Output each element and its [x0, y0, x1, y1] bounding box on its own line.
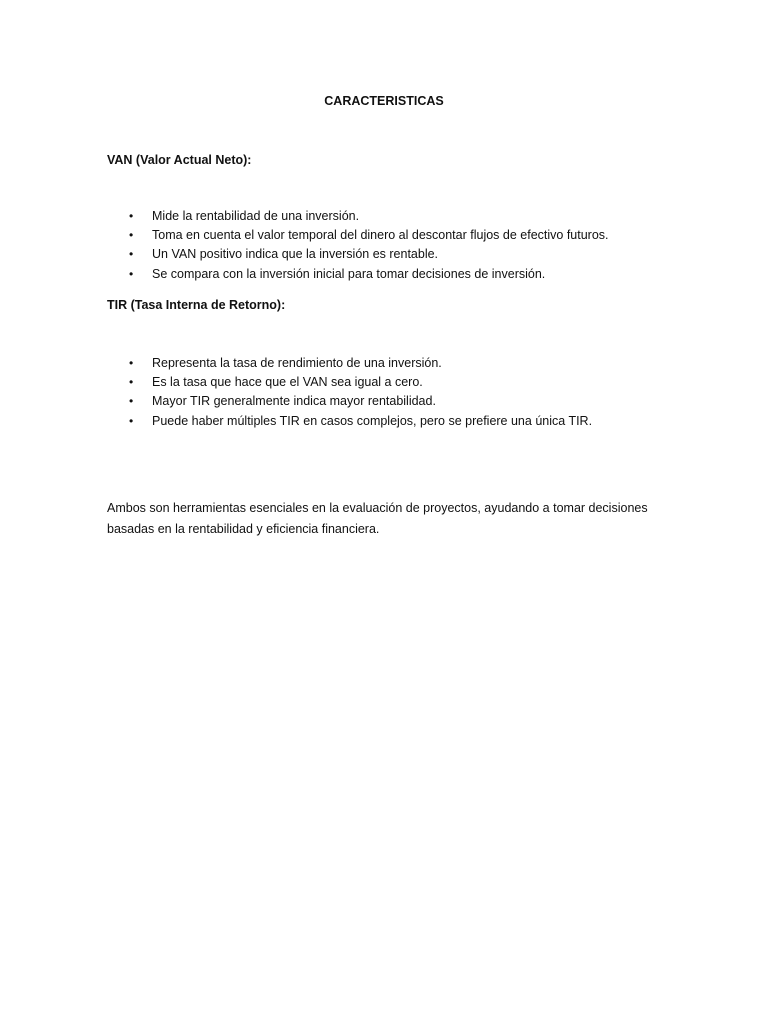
list-item [128, 373, 728, 392]
bullet-icon: • [129, 247, 134, 262]
bullet-list-tir [128, 354, 728, 431]
list-item [128, 354, 728, 373]
list-item-text: Mide la rentabilidad de una inversión. [152, 209, 360, 223]
page-title: CARACTERISTICAS [324, 94, 444, 108]
list-item [128, 207, 728, 226]
list-item [128, 412, 728, 431]
list-item [128, 392, 728, 411]
closing-paragraph: Ambos son herramientas esenciales en la evaluación de proyectos, ayudando a tomar decisiones basadas en la rentabilidad y eficiencia financiera. [107, 501, 648, 536]
list-item-text: Se compara con la inversión inicial para tomar decisiones de inversión. [152, 266, 546, 281]
list-item-text: Representa la tasa de rendimiento de una inversión. [152, 356, 442, 370]
bullet-icon: • [129, 266, 134, 281]
section-heading-tir: TIR (Tasa Interna de Retorno): [107, 298, 286, 312]
section-heading-van: VAN (Valor Actual Neto): [107, 153, 252, 167]
list-item-text: Puede haber múltiples TIR en casos complejos, pero se prefiere una única TIR. [152, 413, 593, 428]
list-item [128, 265, 728, 284]
bullet-list-van [128, 207, 728, 284]
bullet-icon: • [129, 394, 134, 409]
list-item [128, 226, 728, 245]
bullet-icon: • [129, 356, 134, 370]
bullet-icon: • [129, 375, 134, 390]
bullet-icon: • [129, 413, 134, 428]
list-item-text: Toma en cuenta el valor temporal del dinero al descontar flujos de efectivo futuros. [152, 228, 609, 243]
list-item-text: Un VAN positivo indica que la inversión es rentable. [152, 247, 439, 262]
bullet-icon: • [129, 228, 134, 243]
bullet-icon: • [129, 209, 134, 223]
list-item [128, 245, 728, 264]
list-item-text: Mayor TIR generalmente indica mayor rentabilidad. [152, 394, 436, 409]
list-item-text: Es la tasa que hace que el VAN sea igual a cero. [152, 375, 423, 390]
